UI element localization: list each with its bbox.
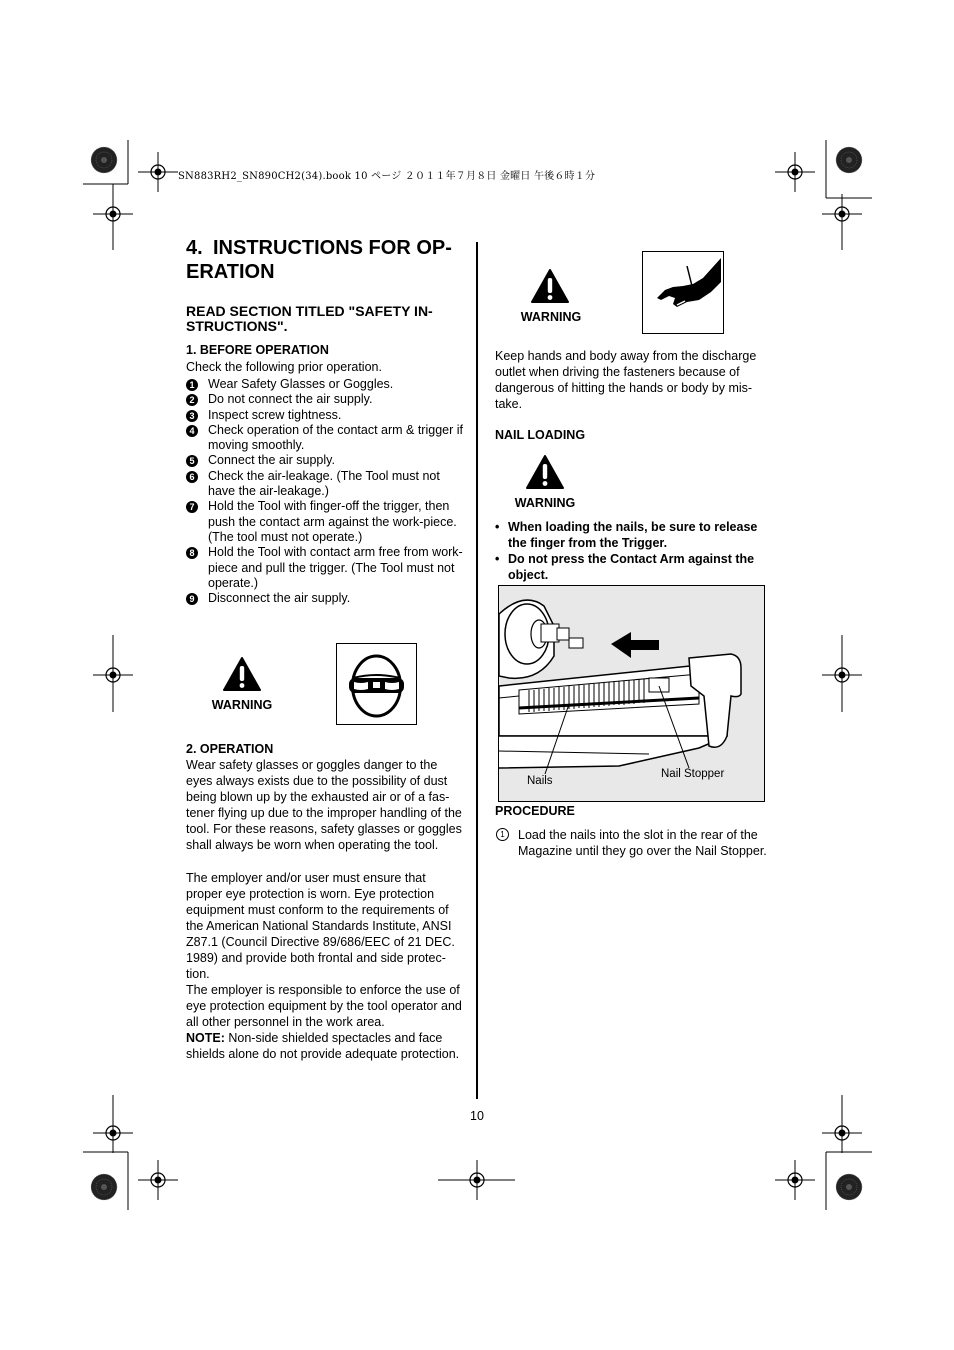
registration-cross-icon (138, 152, 178, 192)
list-item: 1 Wear Safety Glasses or Goggles. (186, 377, 466, 392)
safety-goggles-icon (336, 643, 417, 725)
list-item: 4 Check operation of the contact arm & trigger if moving smoothly. (186, 423, 466, 454)
figure-label-nail-stopper: Nail Stopper (661, 768, 725, 780)
operation-paragraph: The employer and/or user must ensure that proper eye protection is worn. Eye protection equipment must conform to the requirements of the American National Standards Institute, ANSI Z87.1 (Council Directive 89/686/EEC of 21 DEC. 1989) and provide both frontal and side protec-tion. (186, 871, 455, 981)
note-paragraph: NOTE: Non-side shielded spectacles and face shields alone do not provide adequate protection. (186, 1031, 460, 1061)
before-operation-checklist (186, 377, 466, 606)
figure-label-nails: Nails (527, 775, 553, 787)
list-item: 2 Do not connect the air supply. (186, 392, 466, 407)
operation-heading: 2. OPERATION (186, 742, 274, 756)
hand-hazard-icon (642, 251, 724, 334)
list-item: • When loading the nails, be sure to release the finger from the Trigger. (495, 519, 770, 551)
warning-label: WARNING (211, 698, 273, 712)
column-divider (476, 242, 478, 1099)
section-title: 4. INSTRUCTIONS FOR OP-ERATION (186, 237, 452, 283)
list-item: 3 Inspect screw tightness. (186, 408, 466, 423)
procedure-heading: PROCEDURE (495, 804, 575, 818)
list-item: 8 Hold the Tool with contact arm free from work-piece and pull the trigger. (The Tool must not operate.) (186, 545, 466, 591)
print-header: SN883RH2_SN890CH2(34).book 10 ページ ２０１１年７月８日 金曜日 午後６時１分 (178, 171, 596, 182)
nail-loading-heading: NAIL LOADING (495, 428, 586, 442)
list-item: 9 Disconnect the air supply. (186, 591, 466, 606)
nail-loading-bullets (495, 519, 770, 583)
registration-star-icon (91, 1174, 117, 1200)
page-number: 10 (470, 1109, 484, 1123)
read-safety-heading: READ SECTION TITLED "SAFETY IN-STRUCTIONS". (186, 303, 433, 334)
warning-triangle-icon (525, 454, 565, 490)
registration-cross-icon (775, 1160, 815, 1200)
nail-loading-figure (498, 585, 765, 802)
operation-paragraph: The employer is responsible to enforce the use of eye protection equipment by the tool operator and all other personnel in the work area. (186, 983, 462, 1029)
hands-warning-text: Keep hands and body away from the discharge outlet when driving the fasteners because of dangerous of hitting the hands or body by mis-take. (495, 349, 757, 411)
list-item: 6 Check the air-leakage. (The Tool must not have the air-leakage.) (186, 469, 466, 500)
list-item: 5 Connect the air supply. (186, 453, 466, 468)
procedure-step: 1 Load the nails into the slot in the rear of the Magazine until they go over the Nail Stopper. (496, 827, 793, 859)
registration-star-icon (91, 147, 117, 173)
operation-paragraph: Wear safety glasses or goggles danger to the eyes always exists due to the possibility of dust being blown up by the exhausted air or of a fas-tener flying up due to the improper handling of the tool. For these reasons, safety glasses or goggles shall always be worn when operating the tool. (186, 758, 462, 852)
warning-label: WARNING (514, 496, 576, 510)
warning-label: WARNING (520, 310, 582, 324)
registration-star-icon (836, 1174, 862, 1200)
registration-cross-icon (775, 152, 815, 192)
list-item: 7 Hold the Tool with finger-off the trigger, then push the contact arm against the work-piece. (The tool must not operate.) (186, 499, 466, 545)
list-item: • Do not press the Contact Arm against the object. (495, 551, 770, 583)
before-operation-intro: Check the following prior operation. (186, 360, 382, 374)
before-operation-heading: 1. BEFORE OPERATION (186, 343, 329, 357)
warning-triangle-icon (222, 656, 262, 692)
registration-star-icon (836, 147, 862, 173)
warning-triangle-icon (530, 268, 570, 304)
registration-cross-icon (138, 1160, 178, 1200)
